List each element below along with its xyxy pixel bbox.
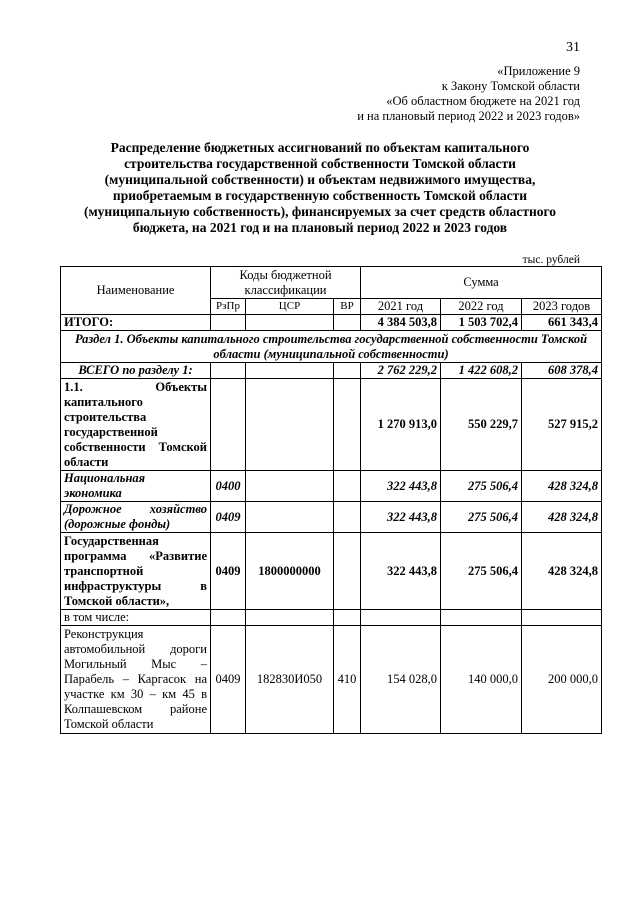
header-csr: ЦСР [246, 299, 334, 315]
row-2023: 200 000,0 [522, 626, 602, 734]
empty-cell [211, 315, 246, 331]
header-2021: 2021 год [361, 299, 441, 315]
empty-cell [334, 379, 361, 471]
row-name-line: 1.1. Объекты [64, 379, 207, 394]
row-name-line: (дорожные фонды) [64, 517, 171, 531]
appendix-line: «Приложение 9 [497, 64, 580, 78]
row-2023: 428 324,8 [522, 502, 602, 533]
row-2023: 428 324,8 [522, 471, 602, 502]
row-name: в том числе: [61, 610, 211, 626]
table-row [61, 533, 602, 610]
title-line: Распределение бюджетных ассигнований по объектам капитального [110, 140, 530, 155]
section-1-total-2023: 608 378,4 [522, 363, 602, 379]
row-2021: 1 270 913,0 [361, 379, 441, 471]
row-rzpr: 0409 [211, 533, 246, 610]
budget-table [60, 266, 602, 734]
title-line: (муниципальной собственности) и объектам недвижимого имущества, [104, 172, 536, 187]
empty-cell [361, 610, 441, 626]
row-2021: 322 443,8 [361, 533, 441, 610]
total-2021: 4 384 503,8 [361, 315, 441, 331]
row-name [61, 626, 211, 734]
row-name-line: транспортной [64, 563, 144, 578]
title-line: приобретаемым в государственную собственность Томской области [112, 188, 528, 203]
empty-cell [246, 502, 334, 533]
empty-cell [211, 379, 246, 471]
row-name-line: капитального [64, 394, 143, 409]
document-title [70, 140, 570, 236]
table-row [61, 610, 602, 626]
table-row [61, 502, 602, 533]
section-1-total-name: ВСЕГО по разделу 1: [61, 363, 211, 379]
units-label: тыс. рублей [522, 254, 580, 266]
header-name: Наименование [61, 267, 211, 315]
row-name [61, 502, 211, 533]
row-name-line: участке км 30 – км 45 в [64, 687, 207, 701]
empty-cell [211, 610, 246, 626]
empty-cell [334, 610, 361, 626]
table-row [61, 626, 602, 734]
row-2022: 550 229,7 [441, 379, 522, 471]
total-row [61, 315, 602, 331]
row-name-line: государственной [64, 424, 158, 439]
total-name: ИТОГО: [61, 315, 211, 331]
header-2023: 2023 годов [522, 299, 602, 315]
row-2022: 275 506,4 [441, 533, 522, 610]
row-2023: 428 324,8 [522, 533, 602, 610]
row-vr: 410 [334, 626, 361, 734]
empty-cell [246, 315, 334, 331]
empty-cell [246, 363, 334, 379]
header-codes: Коды бюджетной классификации [211, 267, 361, 299]
row-name-line: Томской области», [64, 593, 170, 608]
title-line: (муниципальную собственность), финансируемых за счет средств областного [83, 204, 557, 219]
row-2021: 322 443,8 [361, 471, 441, 502]
empty-cell [334, 363, 361, 379]
page-number: 31 [566, 40, 580, 55]
section-1-total-2021: 2 762 229,2 [361, 363, 441, 379]
row-name-line: экономика [64, 486, 122, 500]
total-2022: 1 503 702,4 [441, 315, 522, 331]
row-name [61, 533, 211, 610]
empty-cell [522, 610, 602, 626]
row-2022: 275 506,4 [441, 502, 522, 533]
row-rzpr: 0400 [211, 471, 246, 502]
row-name-line: Реконструкция [64, 627, 144, 641]
section-1-total-2022: 1 422 608,2 [441, 363, 522, 379]
row-rzpr: 0409 [211, 502, 246, 533]
row-2022: 275 506,4 [441, 471, 522, 502]
empty-cell [246, 471, 334, 502]
title-line: строительства государственной собственности Томской области [124, 156, 516, 171]
empty-cell [246, 379, 334, 471]
row-2023: 527 915,2 [522, 379, 602, 471]
row-2021: 154 028,0 [361, 626, 441, 734]
total-2023: 661 343,4 [522, 315, 602, 331]
empty-cell [334, 315, 361, 331]
row-name-line: Парабель – Каргасок на [64, 672, 207, 686]
empty-cell [334, 533, 361, 610]
row-name-line: автомобильной дороги [64, 642, 207, 656]
row-name-line: Дорожное хозяйство [64, 502, 207, 516]
row-name-line: инфраструктуры в [64, 578, 207, 593]
appendix-line: «Об областном бюджете на 2021 год [386, 94, 580, 108]
header-rzpr: РзПр [211, 299, 246, 315]
section-total-row [61, 363, 602, 379]
appendix-line: к Закону Томской области [441, 79, 580, 93]
row-name-line: строительства [64, 409, 147, 424]
row-name-line: Государственная [64, 533, 159, 548]
appendix-line: и на плановый период 2022 и 2023 годов» [357, 109, 580, 123]
header-sum: Сумма [361, 267, 602, 299]
row-name-line: программа «Развитие [64, 548, 207, 563]
row-name-line: Могильный Мыс – [64, 657, 207, 671]
row-rzpr: 0409 [211, 626, 246, 734]
table-row [61, 471, 602, 502]
appendix-note [357, 64, 580, 124]
row-csr: 1800000000 [246, 533, 334, 610]
row-csr: 182830И050 [246, 626, 334, 734]
row-name [61, 471, 211, 502]
row-name-line: Колпашевском районе [64, 702, 207, 716]
header-row [61, 267, 602, 299]
empty-cell [246, 610, 334, 626]
table-row [61, 379, 602, 471]
empty-cell [211, 363, 246, 379]
title-line: бюджета, на 2021 год и на плановый период 2022 и 2023 годов [132, 220, 508, 235]
section-title-row [61, 331, 602, 363]
row-2022: 140 000,0 [441, 626, 522, 734]
row-name [61, 379, 211, 471]
section-1-title: Раздел 1. Объекты капитального строительства государственной собственности Томской области (муниципальной собственности) [61, 331, 602, 363]
header-vr: ВР [334, 299, 361, 315]
row-name-line: Томской области [64, 717, 154, 731]
empty-cell [441, 610, 522, 626]
empty-cell [334, 502, 361, 533]
empty-cell [334, 471, 361, 502]
row-2021: 322 443,8 [361, 502, 441, 533]
row-name-line: собственности Томской [64, 439, 207, 454]
row-name-line: Национальная [64, 471, 146, 485]
header-2022: 2022 год [441, 299, 522, 315]
row-name-line: области [64, 454, 109, 469]
